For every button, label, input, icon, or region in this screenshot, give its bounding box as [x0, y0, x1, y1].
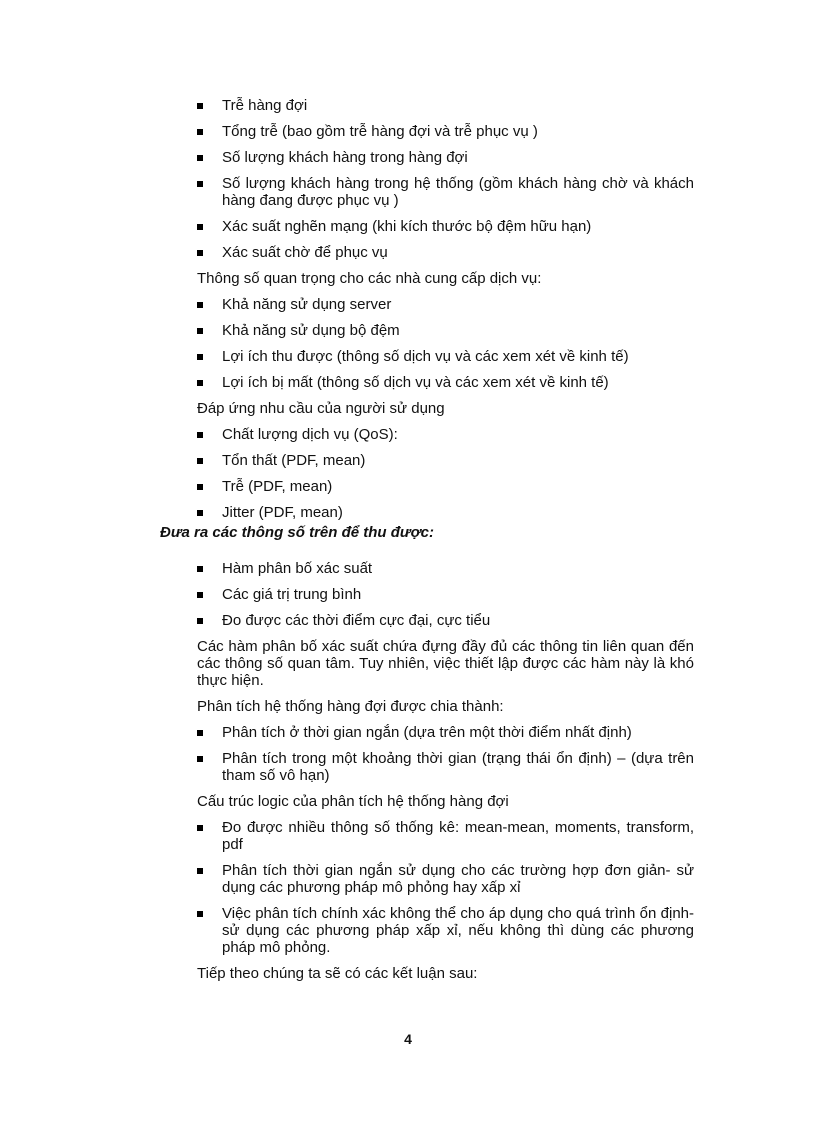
list-item-text: Số lượng khách hàng trong hệ thống (gồm khách hàng chờ và khách hàng đang được phục vụ ) [222, 175, 694, 209]
list-item [160, 905, 700, 956]
list-item [160, 862, 700, 896]
list-item [160, 296, 700, 313]
square-bullet-icon [197, 380, 203, 386]
square-bullet-icon [197, 756, 203, 762]
list-item [160, 724, 700, 741]
square-bullet-icon [197, 302, 203, 308]
square-bullet-icon [197, 911, 203, 917]
square-bullet-icon [197, 181, 203, 187]
list-item [160, 322, 700, 339]
list-item [160, 218, 700, 235]
list-item-text: Xác suất chờ để phục vụ [222, 244, 388, 261]
square-bullet-icon [197, 354, 203, 360]
list-item [160, 750, 700, 784]
list-item-text: Lợi ích bị mất (thông số dịch vụ và các xem xét về kinh tế) [222, 374, 609, 391]
square-bullet-icon [197, 328, 203, 334]
list-item [160, 426, 700, 443]
list-item-text: Các giá trị trung bình [222, 586, 362, 603]
paragraph: Đáp ứng nhu cầu của người sử dụng [197, 400, 445, 417]
list-item [160, 374, 700, 391]
paragraph: Cấu trúc logic của phân tích hệ thống hàng đợi [197, 793, 509, 810]
list-item [160, 478, 700, 495]
list-item-text: Phân tích trong một khoảng thời gian (trạng thái ổn định) – (dựa trên tham số vô hạn) [222, 750, 694, 784]
section-heading: Đưa ra các thông số trên để thu được: [160, 524, 435, 541]
square-bullet-icon [197, 730, 203, 736]
list-item [160, 452, 700, 469]
list-item-text: Trễ hàng đợi [222, 97, 308, 114]
square-bullet-icon [197, 103, 203, 109]
square-bullet-icon [197, 618, 203, 624]
square-bullet-icon [197, 155, 203, 161]
list-item [160, 560, 700, 577]
list-item [160, 586, 700, 603]
list-item [160, 175, 700, 209]
list-item [160, 123, 700, 140]
paragraph: Tiếp theo chúng ta sẽ có các kết luận sau: [197, 965, 478, 982]
page-number: 4 [404, 1031, 412, 1047]
square-bullet-icon [197, 868, 203, 874]
page-content [160, 94, 700, 982]
square-bullet-icon [197, 432, 203, 438]
list-item-text: Khả năng sử dụng bộ đệm [222, 322, 400, 339]
square-bullet-icon [197, 224, 203, 230]
square-bullet-icon [197, 825, 203, 831]
paragraph: Các hàm phân bố xác suất chứa đựng đầy đủ các thông tin liên quan đến các thông số quan tâm. Tuy nhiên, việc thiết lập được các hàm này là khó thực hiện. [197, 638, 694, 689]
square-bullet-icon [197, 250, 203, 256]
list-item-text: Số lượng khách hàng trong hàng đợi [222, 149, 468, 166]
list-item-text: Đo được các thời điểm cực đại, cực tiểu [222, 612, 491, 629]
square-bullet-icon [197, 484, 203, 490]
list-item [160, 348, 700, 365]
list-item [160, 612, 700, 629]
list-item-text: Tổng trễ (bao gồm trễ hàng đợi và trễ phục vụ ) [222, 123, 538, 140]
square-bullet-icon [197, 566, 203, 572]
list-item-text: Phân tích ở thời gian ngắn (dựa trên một thời điểm nhất định) [222, 724, 632, 741]
list-item-text: Trễ (PDF, mean) [222, 478, 333, 495]
list-item [160, 149, 700, 166]
list-item-text: Lợi ích thu được (thông số dịch vụ và các xem xét về kinh tế) [222, 348, 629, 365]
square-bullet-icon [197, 129, 203, 135]
list-item-text: Chất lượng dịch vụ (QoS): [222, 426, 398, 443]
list-item-text: Hàm phân bố xác suất [222, 560, 373, 577]
list-item-text: Phân tích thời gian ngắn sử dụng cho các trường hợp đơn giản- sử dụng các phương pháp mô phỏng hay xấp xỉ [222, 862, 694, 896]
list-item-text: Jitter (PDF, mean) [222, 504, 343, 521]
paragraph: Phân tích hệ thống hàng đợi được chia thành: [197, 698, 504, 715]
list-item-text: Xác suất nghẽn mạng (khi kích thước bộ đệm hữu hạn) [222, 218, 592, 235]
paragraph: Thông số quan trọng cho các nhà cung cấp dịch vụ: [197, 270, 542, 287]
list-item [160, 819, 700, 853]
square-bullet-icon [197, 458, 203, 464]
list-item-text: Việc phân tích chính xác không thể cho áp dụng cho quá trình ổn định- sử dụng các phương pháp xấp xỉ, nếu không thì dùng các phương pháp mô phỏng. [222, 905, 694, 956]
square-bullet-icon [197, 510, 203, 516]
list-item [160, 97, 700, 114]
list-item [160, 244, 700, 261]
square-bullet-icon [197, 592, 203, 598]
list-item [160, 504, 700, 521]
list-item-text: Đo được nhiều thông số thống kê: mean-mean, moments, transform, pdf [222, 819, 694, 853]
list-item-text: Tổn thất (PDF, mean) [222, 452, 366, 469]
list-item-text: Khả năng sử dụng server [222, 296, 392, 313]
